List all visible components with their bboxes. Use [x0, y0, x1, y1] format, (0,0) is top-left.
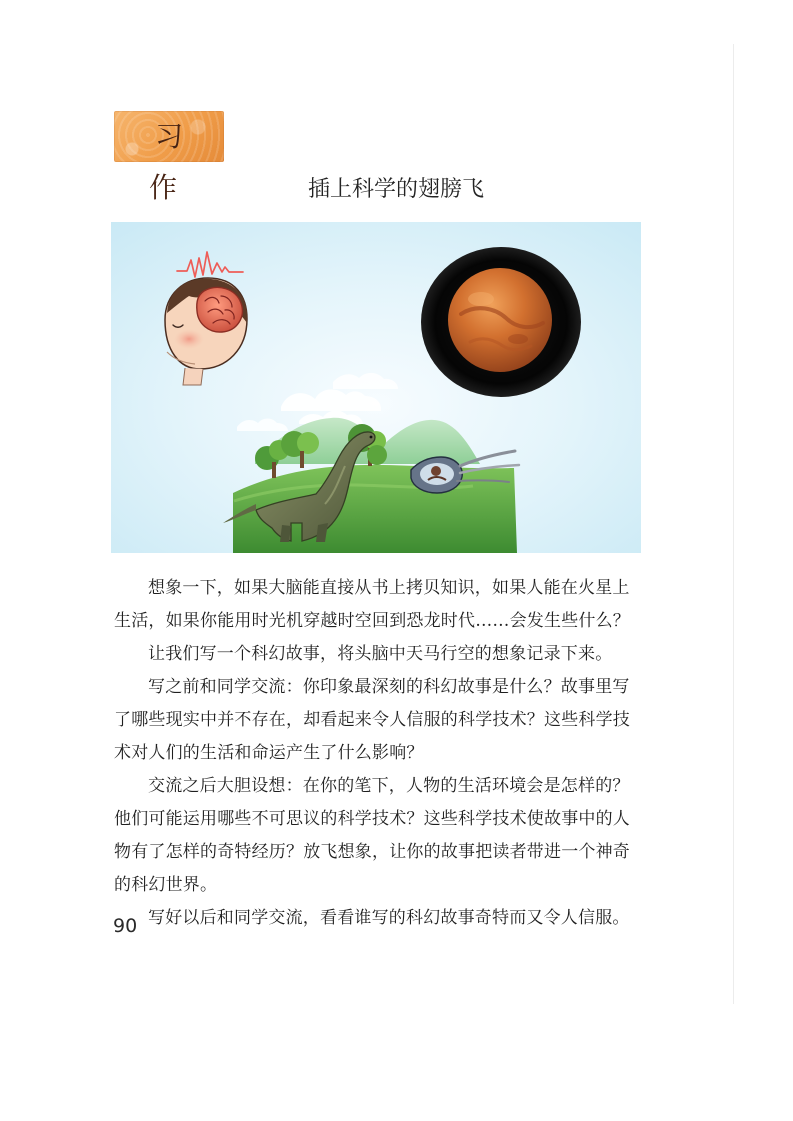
illustration — [111, 222, 641, 553]
page-number: 90 — [113, 915, 138, 937]
paragraph-3: 写之前和同学交流：你印象最深刻的科幻故事是什么？故事里写了哪些现实中并不存在，却看起来令人信服的科学技术？这些科学技术对人们的生活和命运产生了什么影响？ — [114, 677, 630, 763]
page-edge — [733, 44, 734, 1004]
section-tag-label: 习 作 — [148, 120, 195, 204]
illustration-svg — [111, 222, 641, 553]
paragraph-2: 让我们写一个科幻故事，将头脑中天马行空的想象记录下来。 — [148, 644, 613, 664]
paragraph-1: 想象一下，如果大脑能直接从书上拷贝知识，如果人能在火星上生活，如果你能用时光机穿越时空回到恐龙时代……会发生些什么？ — [114, 578, 630, 631]
paragraph-5: 写好以后和同学交流，看看谁写的科幻故事奇特而又令人信服。 — [148, 908, 630, 928]
body-text — [114, 572, 639, 935]
section-tag — [114, 111, 224, 204]
paragraph-4: 交流之后大胆设想：在你的笔下，人物的生活环境会是怎样的？他们可能运用哪些不可思议的科学技术？这些科学技术使故事中的人物有了怎样的奇特经历？放飞想象，让你的故事把读者带进一个神奇的科幻世界。 — [114, 776, 630, 895]
page-title: 插上科学的翅膀飞 — [307, 177, 484, 202]
mars-planet-icon — [421, 247, 581, 397]
